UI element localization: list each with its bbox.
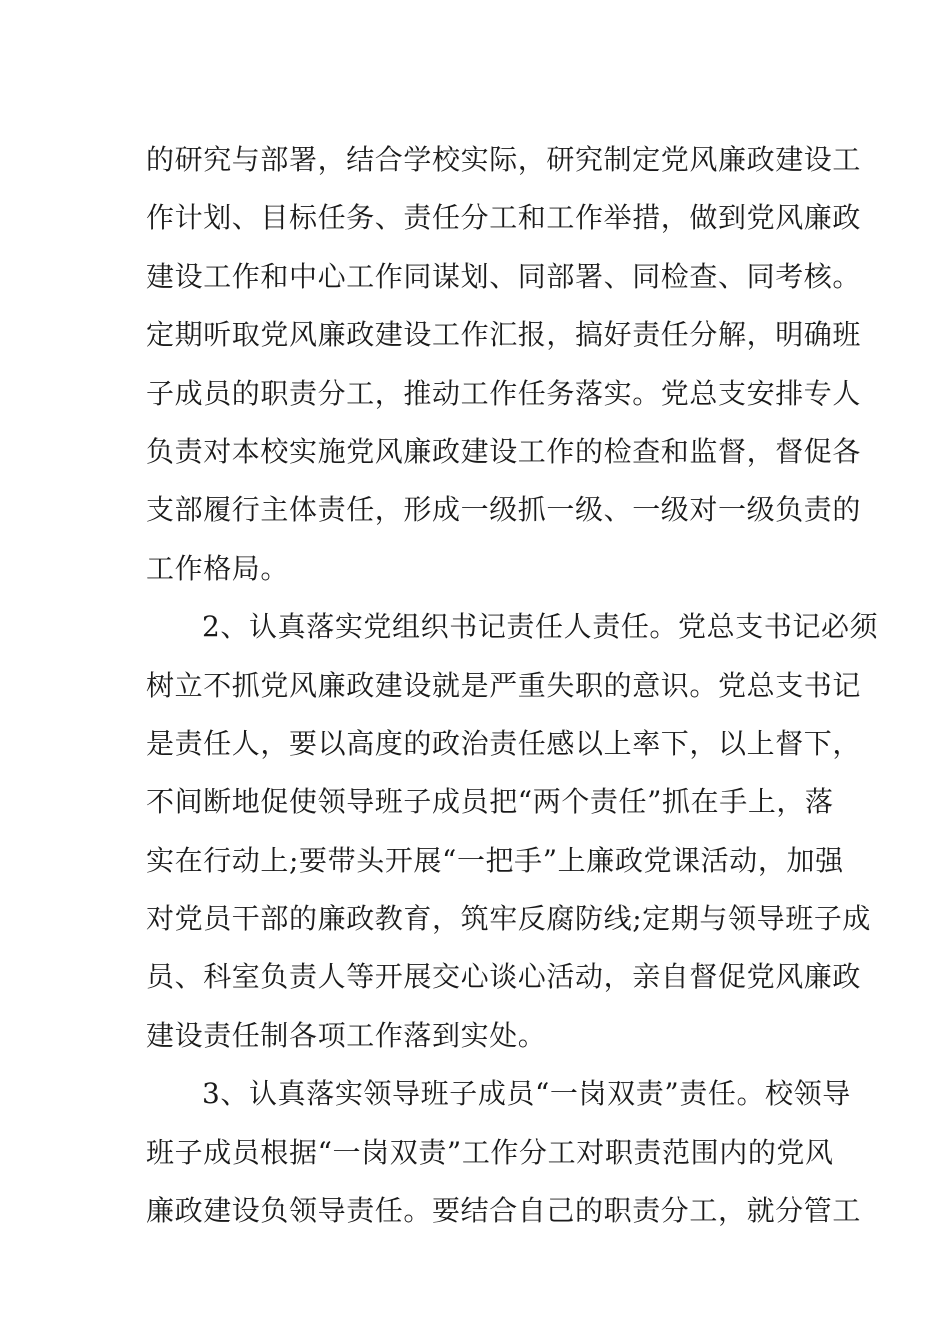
text-line: 班子成员根据“一岗双责”工作分工对职责范围内的党风 <box>146 1135 834 1169</box>
text-line: 树立不抓党风廉政建设就是严重失职的意识。党总支书记 <box>146 668 862 702</box>
text-line: 是责任人，要以高度的政治责任感以上率下，以上督下， <box>146 726 862 760</box>
text-line: 不间断地促使领导班子成员把“两个责任”抓在手上，落 <box>146 785 834 819</box>
text-line: 作计划、目标任务、责任分工和工作举措，做到党风廉政 <box>146 201 862 235</box>
text-line: 对党员干部的廉政教育，筑牢反腐防线;定期与领导班子成 <box>146 902 872 936</box>
text-line: 建设责任制各项工作落到实处。 <box>146 1018 547 1052</box>
text-line: 员、科室负责人等开展交心谈心活动，亲自督促党风廉政 <box>146 960 862 994</box>
text-line: 子成员的职责分工，推动工作任务落实。党总支安排专人 <box>146 376 862 410</box>
text-line: 廉政建设负领导责任。要结合自己的职责分工，就分管工 <box>146 1194 862 1228</box>
paragraph-start-line: 2、认真落实党组织书记责任人责任。党总支书记必须 <box>202 610 879 644</box>
text-line: 实在行动上;要带头开展“一把手”上廉政党课活动，加强 <box>146 843 844 877</box>
text-line: 负责对本校实施党风廉政建设工作的检查和监督，督促各 <box>146 434 862 468</box>
document-body <box>146 131 879 1240</box>
text-line: 工作格局。 <box>146 551 290 585</box>
text-line: 的研究与部署，结合学校实际，研究制定党风廉政建设工 <box>146 143 862 176</box>
text-line: 支部履行主体责任，形成一级抓一级、一级对一级负责的 <box>146 493 862 527</box>
paragraph-start-line: 3、认真落实领导班子成员“一岗双责”责任。校领导 <box>202 1077 851 1111</box>
text-line: 定期听取党风廉政建设工作汇报，搞好责任分解，明确班 <box>146 318 862 352</box>
text-line: 建设工作和中心工作同谋划、同部署、同检查、同考核。 <box>146 259 862 293</box>
